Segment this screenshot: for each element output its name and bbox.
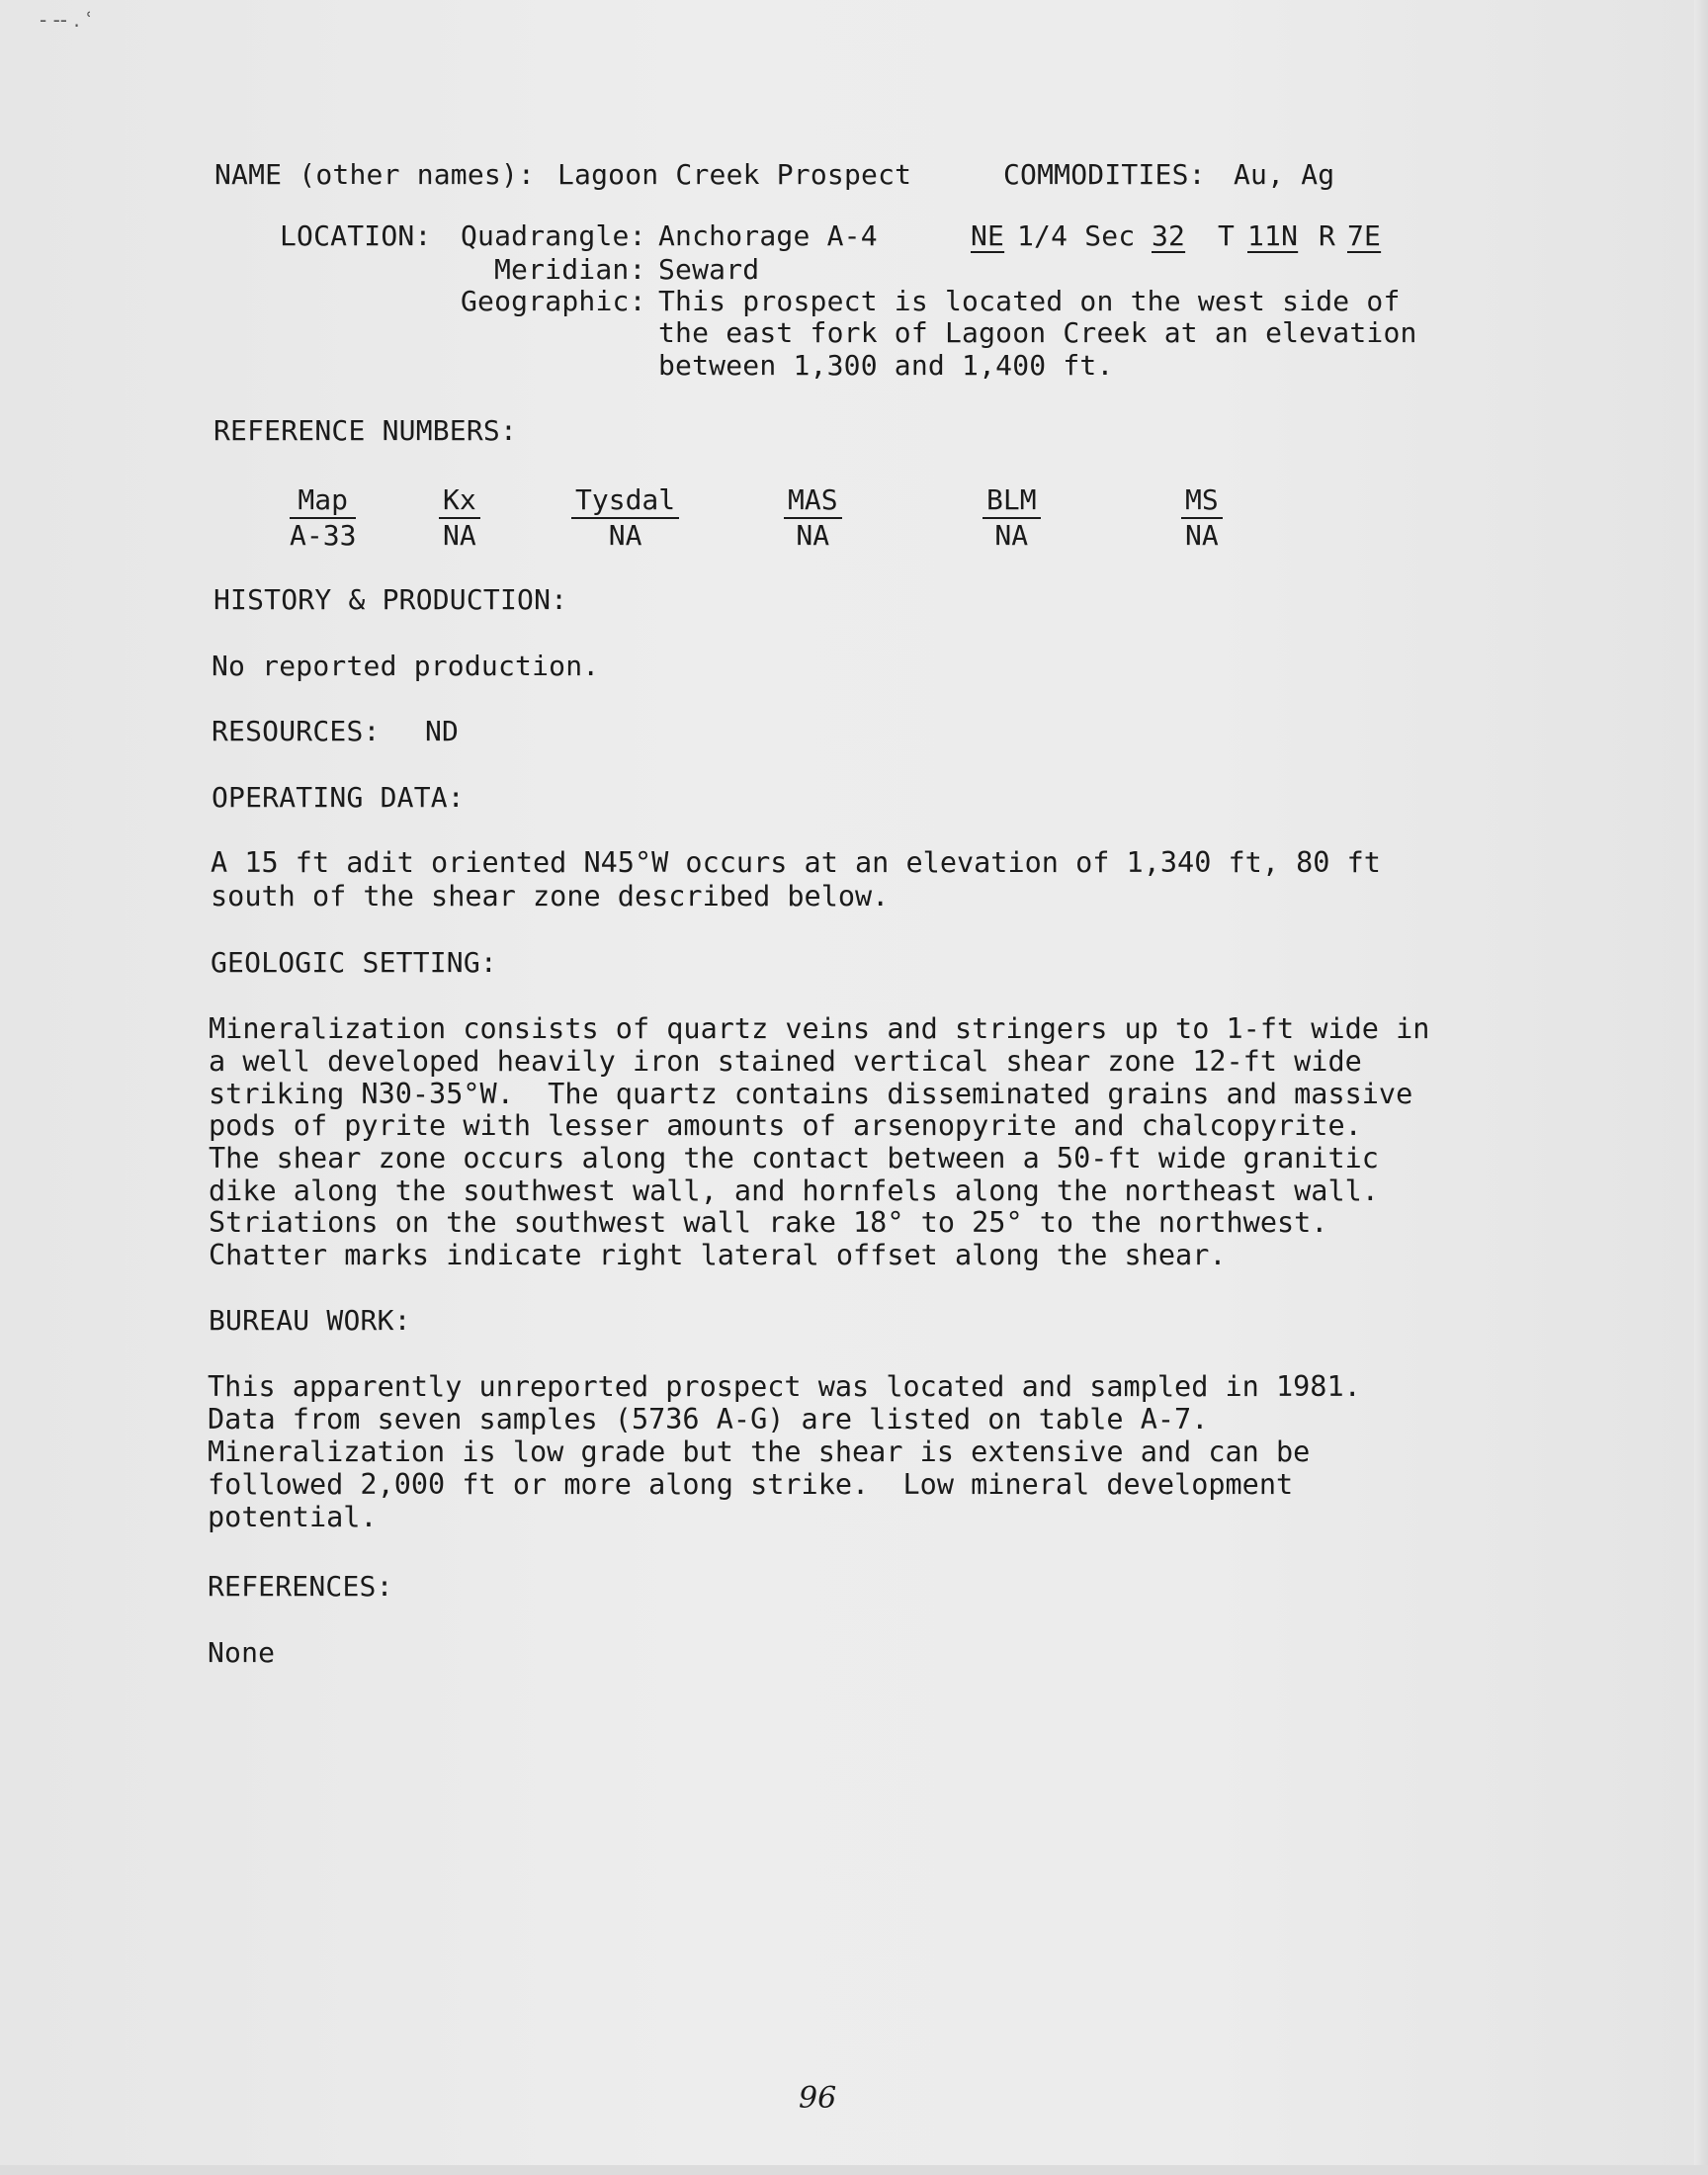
operating-heading: OPERATING DATA: bbox=[212, 781, 465, 814]
page-number: 96 bbox=[799, 2081, 837, 2116]
ref-value: NA bbox=[1185, 519, 1219, 552]
geologic-line: The shear zone occurs along the contact between a 50-ft wide granitic bbox=[209, 1142, 1379, 1174]
resources-label: RESOURCES: bbox=[212, 715, 381, 747]
references-heading: REFERENCES: bbox=[208, 1570, 393, 1603]
geologic-line: striking N30-35°W. The quartz contains disseminated grains and massive bbox=[209, 1078, 1413, 1110]
ref-label: BLM bbox=[982, 483, 1041, 519]
geographic-line: between 1,300 and 1,400 ft. bbox=[658, 349, 1114, 382]
location-label: LOCATION: bbox=[280, 219, 432, 252]
geologic-line: a well developed heavily iron stained vertical shear zone 12-ft wide bbox=[209, 1045, 1362, 1078]
geologic-line: pods of pyrite with lesser amounts of arsenopyrite and chalcopyrite. bbox=[209, 1109, 1362, 1142]
quarter-fraction: 1/4 Sec bbox=[1017, 219, 1136, 252]
bureau-line: Data from seven samples (5736 A-G) are listed on table A-7. bbox=[208, 1403, 1209, 1436]
name-label: NAME (other names): bbox=[214, 158, 536, 191]
page-edge-right bbox=[1694, 0, 1708, 2175]
geologic-line: Chatter marks indicate right lateral offset along the shear. bbox=[209, 1239, 1227, 1271]
geologic-line: Mineralization consists of quartz veins and stringers up to 1-ft wide in bbox=[209, 1012, 1430, 1045]
quarter-value: NE bbox=[971, 219, 1005, 252]
ref-label: Tysdal bbox=[571, 483, 679, 519]
name-value: Lagoon Creek Prospect bbox=[557, 158, 912, 191]
quadrangle-label: Quadrangle: bbox=[461, 219, 646, 252]
ref-value: NA bbox=[608, 519, 642, 552]
commodities-value: Au, Ag bbox=[1234, 158, 1335, 191]
ref-value: NA bbox=[994, 519, 1029, 552]
references-text: None bbox=[208, 1636, 276, 1669]
ref-label: Map bbox=[290, 483, 356, 519]
ref-label: Kx bbox=[439, 483, 480, 519]
range-value: 7E bbox=[1347, 219, 1382, 252]
ref-col-blm bbox=[982, 483, 1041, 552]
range-label: R bbox=[1319, 219, 1336, 252]
meridian-label: Meridian: bbox=[494, 253, 646, 286]
bureau-line: Mineralization is low grade but the shear is extensive and can be bbox=[208, 1436, 1311, 1468]
geologic-line: Striations on the southwest wall rake 18° to 25° to the northwest. bbox=[209, 1206, 1328, 1239]
bureau-line: potential. bbox=[208, 1501, 378, 1533]
section-value: 32 bbox=[1152, 219, 1186, 252]
geologic-line: dike along the southwest wall, and hornfels along the northeast wall. bbox=[209, 1174, 1379, 1207]
geographic-label: Geographic: bbox=[461, 285, 646, 317]
commodities-label: COMMODITIES: bbox=[1003, 158, 1206, 191]
township-value: 11N bbox=[1247, 219, 1299, 252]
ref-value: NA bbox=[796, 519, 830, 552]
geographic-line: the east fork of Lagoon Creek at an elevation bbox=[658, 316, 1417, 349]
bureau-line: followed 2,000 ft or more along strike. Low mineral development bbox=[208, 1468, 1294, 1501]
resources-value: ND bbox=[425, 715, 460, 747]
reference-numbers-heading: REFERENCE NUMBERS: bbox=[214, 414, 518, 447]
history-heading: HISTORY & PRODUCTION: bbox=[214, 583, 568, 616]
history-text: No reported production. bbox=[212, 650, 600, 682]
bureau-heading: BUREAU WORK: bbox=[209, 1304, 411, 1337]
operating-line: A 15 ft adit oriented N45°W occurs at an elevation of 1,340 ft, 80 ft bbox=[211, 846, 1381, 879]
ref-label: MAS bbox=[784, 483, 842, 519]
ref-value: NA bbox=[443, 519, 476, 552]
page-edge-bottom bbox=[0, 2165, 1708, 2175]
ref-col-mas bbox=[784, 483, 842, 552]
ref-value: A-33 bbox=[290, 519, 357, 552]
meridian-value: Seward bbox=[658, 253, 760, 286]
corner-mark: - -- . ʿ bbox=[40, 8, 93, 32]
ref-col-ms bbox=[1181, 483, 1223, 552]
ref-col-map bbox=[290, 483, 356, 552]
quadrangle-value: Anchorage A-4 bbox=[658, 219, 878, 252]
ref-label: MS bbox=[1181, 483, 1223, 519]
ref-col-tysdal bbox=[571, 483, 679, 552]
operating-line: south of the shear zone described below. bbox=[211, 880, 890, 913]
township-label: T bbox=[1218, 219, 1236, 252]
bureau-line: This apparently unreported prospect was located and sampled in 1981. bbox=[208, 1370, 1361, 1403]
geologic-heading: GEOLOGIC SETTING: bbox=[211, 946, 497, 979]
ref-col-kx bbox=[439, 483, 480, 552]
geographic-line: This prospect is located on the west side of bbox=[658, 285, 1401, 317]
